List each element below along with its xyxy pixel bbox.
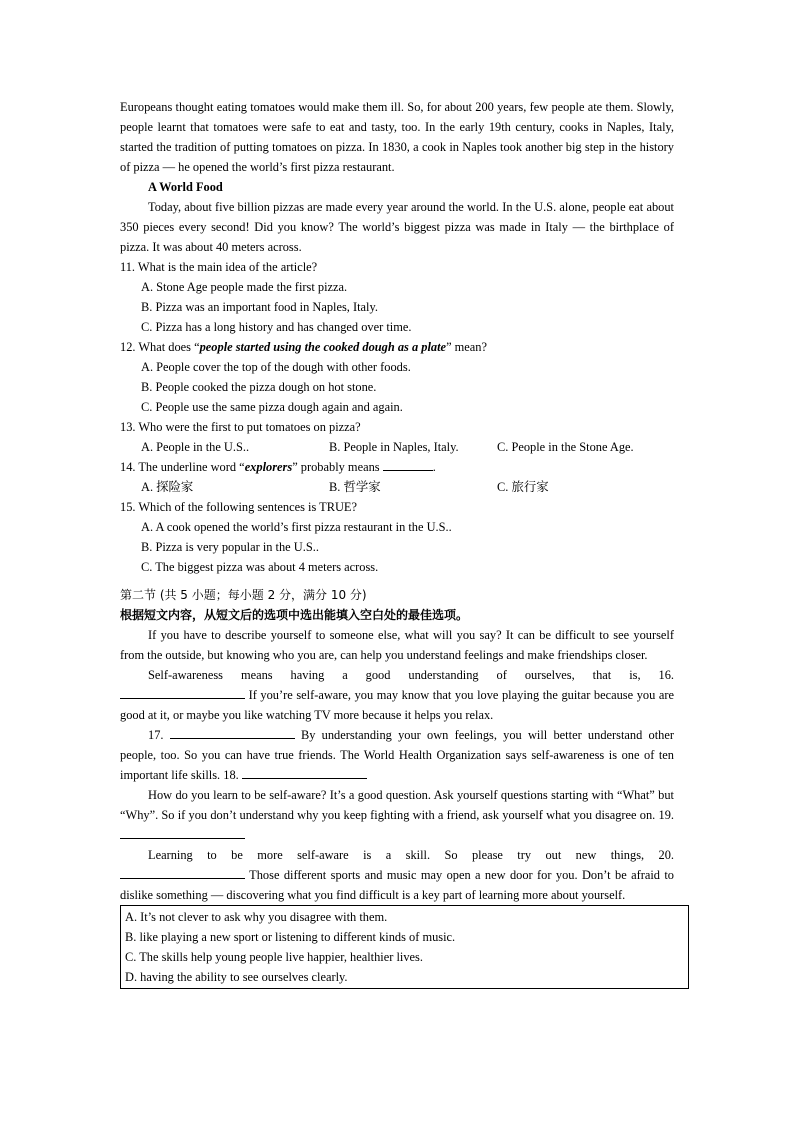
passage-paragraph-16-intro: Self-awareness means having a good understanding of ourselves, that is, 16. bbox=[148, 668, 674, 682]
option-box-d: D. having the ability to see ourselves clearly. bbox=[125, 970, 348, 984]
option-12c: C. People use the same pizza dough again and again. bbox=[141, 400, 403, 414]
option-12b: B. People cooked the pizza dough on hot stone. bbox=[141, 380, 377, 394]
question-12-phrase: people started using the cooked dough as a plate bbox=[199, 340, 447, 354]
option-box-c: C. The skills help young people live happier, healthier lives. bbox=[125, 950, 423, 964]
passage-paragraph-17 bbox=[120, 725, 674, 785]
passage-paragraph: If you have to describe yourself to someone else, what will you say? It can be difficult to see yourself from the outside, but knowing who you are, can help you understand feelings and make friendships closer. bbox=[120, 628, 674, 662]
section-heading: A World Food bbox=[148, 180, 223, 194]
option-box-a: A. It’s not clever to ask why you disagree with them. bbox=[125, 910, 388, 924]
answer-blank-19[interactable] bbox=[120, 826, 245, 839]
option-12a: A. People cover the top of the dough with other foods. bbox=[141, 360, 411, 374]
passage-paragraph: Europeans thought eating tomatoes would make them ill. So, for about 200 years, few people ate them. Slowly, people learnt that tomatoes were safe to eat and tasty, too. In the early 19th century, cooks in Naples, Italy, started the tradition of putting tomatoes on pizza. In 1830, a cook in Naples took another big step in the history of pizza — he opened the world’s first pizza restaurant. bbox=[120, 100, 674, 174]
option-13c: C. People in the Stone Age. bbox=[497, 440, 634, 454]
question-12-prefix: 12. What does “ bbox=[120, 340, 200, 354]
options-box bbox=[120, 905, 689, 989]
option-15c: C. The biggest pizza was about 4 meters across. bbox=[141, 560, 379, 574]
question-14-prefix: 14. The underline word “ bbox=[120, 460, 245, 474]
answer-blank-16[interactable] bbox=[120, 686, 245, 699]
passage-text: Those different sports and music may open a new door for you. Don’t be afraid to dislike something — discovering what you find difficult is a key part of learning more about yourself. bbox=[120, 868, 674, 902]
question-14-suffix: ” probably means bbox=[292, 460, 380, 474]
question-11: 11. What is the main idea of the article? bbox=[120, 260, 318, 274]
option-11a: A. Stone Age people made the first pizza. bbox=[141, 280, 348, 294]
passage-paragraph: Today, about five billion pizzas are made every year around the world. In the U.S. alone, people eat about 350 pieces every second! Did you know? The world’s biggest pizza was made in Italy — the birthplace of pizza. It was about 40 meters across. bbox=[120, 200, 674, 254]
option-13a: A. People in the U.S.. bbox=[141, 440, 250, 454]
options-14 bbox=[120, 477, 674, 497]
passage-text: How do you learn to be self-aware? It’s a good question. Ask yourself questions starting with “What” but “Why”. So if you don’t understand why you keep fighting with a friend, ask yourself what you disagree on. 19. bbox=[120, 788, 674, 822]
section-instruction: 根据短文内容，从短文后的选项中选出能填入空白处的最佳选项。 bbox=[120, 608, 469, 622]
passage-text: By understanding your own feelings, you will better understand other people, too. So you can have true friends. The World Health Organization says self-awareness is one of ten important life skills. 18. bbox=[120, 728, 674, 782]
question-14: 14. The underline word “explorers” probably means . bbox=[120, 460, 436, 474]
passage-paragraph-16 bbox=[120, 685, 674, 725]
option-13b: B. People in Naples, Italy. bbox=[329, 440, 459, 454]
blank-number-17: 17. bbox=[148, 728, 164, 742]
question-13: 13. Who were the first to put tomatoes on pizza? bbox=[120, 420, 361, 434]
options-13 bbox=[120, 437, 674, 457]
question-14-word: explorers bbox=[244, 460, 293, 474]
section-title: 第二节 (共 5 小题；每小题 2 分，满分 10 分) bbox=[120, 588, 367, 602]
question-12-suffix: ” mean? bbox=[446, 340, 487, 354]
exam-page bbox=[120, 97, 674, 989]
question-12 bbox=[120, 337, 674, 357]
answer-blank-18[interactable] bbox=[242, 766, 367, 779]
option-15a: A. A cook opened the world’s first pizza restaurant in the U.S.. bbox=[141, 520, 452, 534]
passage-paragraph-19 bbox=[120, 785, 674, 845]
answer-blank[interactable] bbox=[383, 458, 433, 471]
option-11b: B. Pizza was an important food in Naples, Italy. bbox=[141, 300, 378, 314]
passage-paragraph-20-intro: Learning to be more self-aware is a skill. So please try out new things, 20. bbox=[148, 848, 674, 862]
option-14c: C. 旅行家 bbox=[497, 480, 549, 494]
option-box-b: B. like playing a new sport or listening to different kinds of music. bbox=[125, 930, 456, 944]
passage-paragraph-20 bbox=[120, 865, 674, 905]
question-15: 15. Which of the following sentences is TRUE? bbox=[120, 500, 357, 514]
option-14b: B. 哲学家 bbox=[329, 480, 381, 494]
option-11c: C. Pizza has a long history and has changed over time. bbox=[141, 320, 412, 334]
option-14a: A. 探险家 bbox=[141, 480, 194, 494]
option-15b: B. Pizza is very popular in the U.S.. bbox=[141, 540, 319, 554]
answer-blank-17[interactable] bbox=[170, 726, 295, 739]
answer-blank-20[interactable] bbox=[120, 866, 245, 879]
passage-text: If you’re self-aware, you may know that you love playing the guitar because you are good at it, or maybe you like watching TV more because it helps you relax. bbox=[120, 688, 674, 722]
